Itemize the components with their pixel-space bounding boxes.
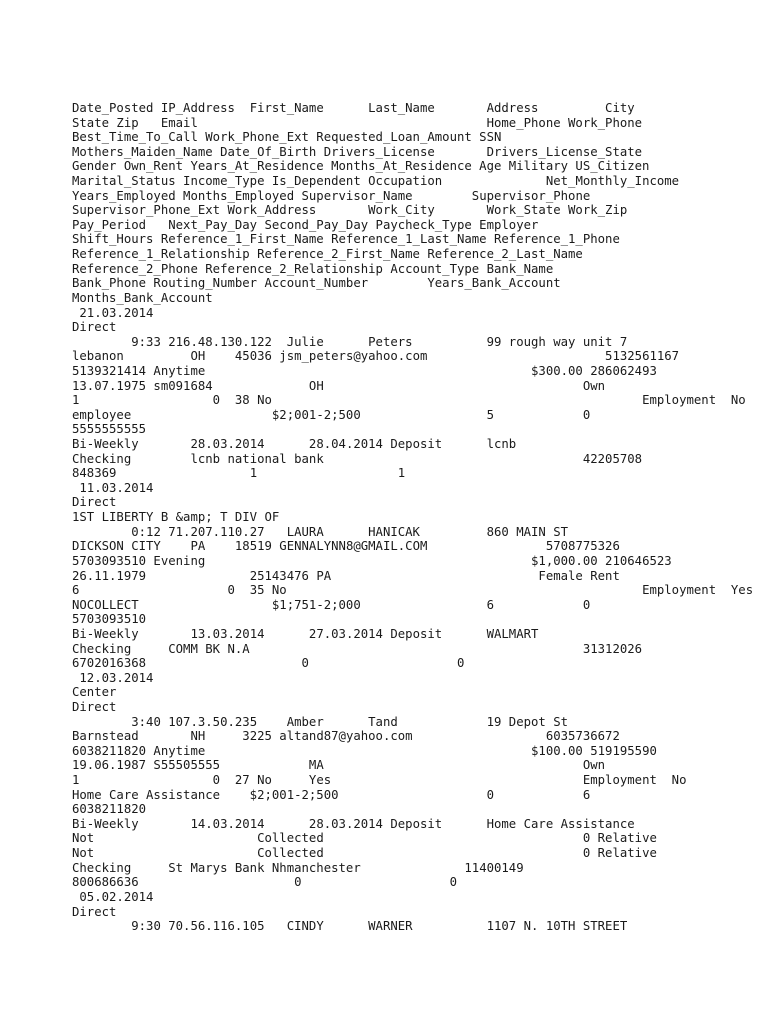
text-line: Direct <box>72 320 117 335</box>
text-line: 6 0 35 No Employment Yes <box>72 583 754 598</box>
text-line: 05.02.2014 <box>72 889 154 904</box>
text-line: Not Collected 0 Relative <box>72 846 657 861</box>
text-line: Marital_Status Income_Type Is_Dependent Occupation Net_Monthly_Income <box>72 174 680 189</box>
text-line: Bank_Phone Routing_Number Account_Number Years_Bank_Account <box>72 276 561 291</box>
text-line: 800686636 0 0 <box>72 875 457 890</box>
text-line: Barnstead NH 3225 altand87@yahoo.com 6035736672 <box>72 729 620 744</box>
text-line: Center <box>72 685 117 700</box>
text-line: employee $2;001-2;500 5 0 <box>72 407 591 422</box>
text-line: Bi-Weekly 14.03.2014 28.03.2014 Deposit Home Care Assistance <box>72 816 635 831</box>
text-line: 11.03.2014 <box>72 480 154 495</box>
text-line: 3:40 107.3.50.235 Amber Tand 19 Depot St <box>72 714 569 729</box>
text-line: 6702016368 0 0 <box>72 656 465 671</box>
text-line: lebanon OH 45036 jsm_peters@yahoo.com 5132561167 <box>72 349 680 364</box>
text-line: Shift_Hours Reference_1_First_Name Reference_1_Last_Name Reference_1_Phone <box>72 232 620 247</box>
text-line: 5703093510 <box>72 612 147 627</box>
text-line: 13.07.1975 sm091684 OH Own <box>72 378 606 393</box>
text-line: Years_Employed Months_Employed Supervisor_Name Supervisor_Phone <box>72 188 591 203</box>
text-line: 12.03.2014 <box>72 670 154 685</box>
text-line: 21.03.2014 <box>72 305 154 320</box>
text-line: Bi-Weekly 28.03.2014 28.04.2014 Deposit lcnb <box>72 437 517 452</box>
text-line: 0:12 71.207.110.27 LAURA HANICAK 860 MAIN ST <box>72 524 569 539</box>
text-line: Months_Bank_Account <box>72 290 213 305</box>
text-line: 5139321414 Anytime $300.00 286062493 <box>72 363 657 378</box>
text-line: Direct <box>72 699 117 714</box>
text-line: 1 0 38 No Employment No <box>72 393 746 408</box>
text-line: 5703093510 Evening $1,000.00 210646523 <box>72 553 672 568</box>
text-line: 6038211820 <box>72 802 147 817</box>
text-line: Checking lcnb national bank 42205708 <box>72 451 643 466</box>
text-line: Direct <box>72 904 117 919</box>
text-line: 9:30 70.56.116.105 CINDY WARNER 1107 N. 10TH STREET <box>72 919 628 934</box>
text-line: Reference_2_Phone Reference_2_Relationship Account_Type Bank_Name <box>72 261 554 276</box>
text-line: 848369 1 1 <box>72 466 406 481</box>
text-line: Pay_Period Next_Pay_Day Second_Pay_Day Paycheck_Type Employer <box>72 217 539 232</box>
text-line: Checking St Marys Bank Nhmanchester 11400149 <box>72 860 524 875</box>
text-line: NOCOLLECT $1;751-2;000 6 0 <box>72 597 591 612</box>
text-line: 9:33 216.48.130.122 Julie Peters 99 rough way unit 7 <box>72 334 628 349</box>
document-text <box>72 101 753 934</box>
text-line: Direct <box>72 495 117 510</box>
text-line: Date_Posted IP_Address First_Name Last_Name Address City <box>72 101 635 115</box>
text-line: 26.11.1979 25143476 PA Female Rent <box>72 568 620 583</box>
text-line: State Zip Email Home_Phone Work_Phone <box>72 115 643 130</box>
text-line: Best_Time_To_Call Work_Phone_Ext Requested_Loan_Amount SSN <box>72 130 502 145</box>
text-line: 1ST LIBERTY B &amp; T DIV OF <box>72 510 280 525</box>
text-line: Supervisor_Phone_Ext Work_Address Work_City Work_State Work_Zip <box>72 203 628 218</box>
text-line: 1 0 27 No Yes Employment No <box>72 773 687 788</box>
text-line: 6038211820 Anytime $100.00 519195590 <box>72 743 657 758</box>
text-line: DICKSON CITY PA 18519 GENNALYNN8@GMAIL.COM 5708775326 <box>72 539 620 554</box>
text-line: Gender Own_Rent Years_At_Residence Months_At_Residence Age Military US_Citizen <box>72 159 650 174</box>
text-line: 5555555555 <box>72 422 147 437</box>
text-line: Mothers_Maiden_Name Date_Of_Birth Drivers_License Drivers_License_State <box>72 144 643 159</box>
text-line: Reference_1_Relationship Reference_2_First_Name Reference_2_Last_Name <box>72 247 583 262</box>
text-line: Checking COMM BK N.A 31312026 <box>72 641 643 656</box>
text-line: Not Collected 0 Relative <box>72 831 657 846</box>
text-line: Home Care Assistance $2;001-2;500 0 6 <box>72 787 591 802</box>
text-line: Bi-Weekly 13.03.2014 27.03.2014 Deposit WALMART <box>72 626 539 641</box>
text-line: 19.06.1987 S55505555 MA Own <box>72 758 606 773</box>
